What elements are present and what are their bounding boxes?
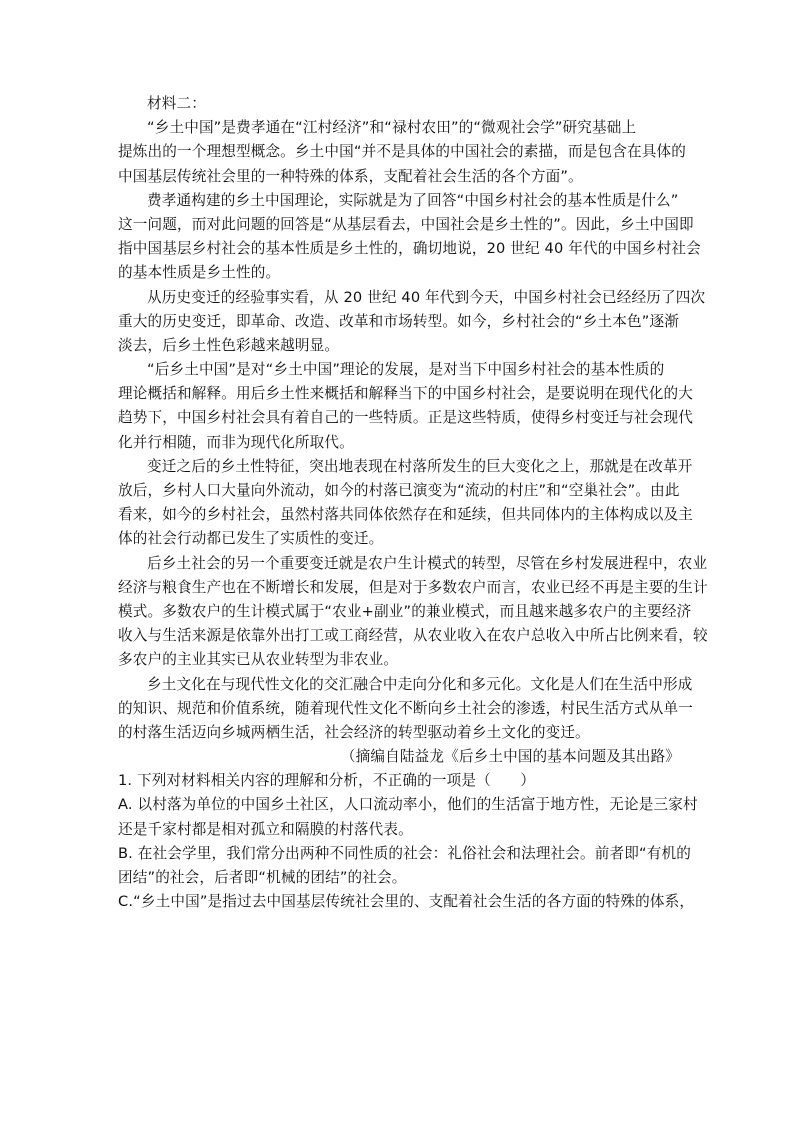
paragraph-line: 提炼出的一个理想型概念。乡土中国“并不是具体的中国社会的素描，而是包含在具体的: [118, 143, 686, 161]
option-c: [118, 890, 695, 914]
paragraph-7: [118, 673, 694, 746]
paragraph-line: 经济与粮食生产也在不断增长和发展，但是对于多数农户而言，农业已经不再是主要的生计: [118, 578, 708, 596]
paragraph-line: 理论概括和解释。用后乡土性来概括和解释当下的中国乡村社会，是要说明在现代化的大: [118, 385, 694, 403]
paragraph-4: [118, 358, 694, 455]
paragraph-5: [118, 455, 694, 552]
option-line: C.“乡土中国”是指过去中国基层传统社会里的、支配着社会生活的各方面的特殊的体系，: [118, 893, 695, 911]
paragraph-line: 的基本性质是乡土性的。: [118, 264, 281, 282]
paragraph-line: 趋势下，中国乡村社会具有着自己的一些特质。正是这些特质，使得乡村变迁与社会现代: [118, 409, 694, 427]
document-page: [118, 92, 708, 914]
paragraph-line: 重大的历史变迁，即革命、改造、改革和市场转型。如今，乡村社会的“乡土本色”逐渐: [118, 312, 679, 330]
paragraph-2: [118, 189, 701, 286]
question-stem: 1. 下列对材料相关内容的理解和分析，不正确的一项是（ ）: [118, 772, 536, 790]
paragraph-line: 变迁之后的乡土性特征，突出地表现在村落所发生的巨大变化之上，那就是在改革开: [147, 457, 693, 475]
option-a: [118, 793, 698, 841]
paragraph-line: 模式。多数农户的生计模式属于“农业+副业”的兼业模式，而且越来越多农户的主要经济: [118, 602, 692, 620]
source-citation: （摘编自陆益龙《后乡土中国的基本问题及其出路》: [340, 748, 680, 766]
paragraph-line: 中国基层传统社会里的一种特殊的体系，支配着社会生活的各个方面”。: [118, 167, 583, 185]
paragraph-line: 费孝通构建的乡土中国理论，实际就是为了回答“中国乡村社会的基本性质是什么”: [147, 191, 679, 209]
paragraph-line: 后乡土社会的另一个重要变迁就是农户生计模式的转型，尽管在乡村发展进程中，农业: [147, 554, 708, 572]
paragraph-line: 从历史变迁的经验事实看，从 20 世纪 40 年代到今天，中国乡村社会已经经历了四次: [147, 288, 706, 306]
paragraph-line: 收入与生活来源是依靠外出打工或工商经营，从农业收入在农户总收入中所占比例来看，较: [118, 627, 708, 645]
paragraph-line: 乡土文化在与现代性文化的交汇融合中走向分化和多元化。文化是人们在生活中形成: [147, 675, 693, 693]
paragraph-3: [118, 286, 706, 359]
paragraph-line: 淡去，后乡土性色彩越来越明显。: [118, 336, 340, 354]
option-line: 还是千家村都是相对孤立和隔膜的村落代表。: [118, 820, 413, 838]
question-1: [118, 769, 698, 914]
paragraph-line: 指中国基层乡村社会的基本性质是乡土性的，确切地说，20 世纪 40 年代的中国乡村社会: [118, 240, 701, 258]
paragraph-1: [118, 116, 686, 189]
paragraph-line: 这一问题，而对此问题的回答是“从基层看去，中国社会是乡土性的”。因此，乡土中国即: [118, 215, 694, 233]
paragraph-line: 体的社会行动都已发生了实质性的变迁。: [118, 530, 384, 548]
paragraph-line: 的村落生活迈向乡城两栖生活，社会经济的转型驱动着乡土文化的变迁。: [118, 723, 590, 741]
option-b: [118, 842, 691, 890]
paragraph-line: 的知识、规范和价值系统，随着现代性文化不断向乡土社会的渗透，村民生活方式从单一: [118, 699, 694, 717]
paragraph-line: 多农户的主业其实已从农业转型为非农业。: [118, 651, 399, 669]
option-line: 团结”的社会，后者即“机械的团结”的社会。: [118, 869, 407, 886]
material-heading: 材料二：: [147, 95, 206, 112]
option-line: A. 以村落为单位的中国乡土社区，人口流动率小，他们的生活富于地方性，无论是三家村: [118, 796, 698, 814]
paragraph-line: “后乡土中国”是对“乡土中国”理论的发展，是对当下中国乡村社会的基本性质的: [147, 361, 665, 379]
option-line: B. 在社会学里，我们常分出两种不同性质的社会：礼俗社会和法理社会。前者即“有机的: [118, 844, 691, 862]
paragraph-line: 看来，如今的乡村社会，虽然村落共同体依然存在和延续，但共同体内的主体构成以及主: [118, 506, 694, 524]
paragraph-line: 放后，乡村人口大量向外流动，如今的村落已演变为“流动的村庄”和“空巢社会”。由此: [118, 482, 680, 499]
paragraph-6: [118, 552, 708, 673]
paragraph-line: 化并行相随，而非为现代化所取代。: [118, 433, 354, 451]
paragraph-line: “乡土中国”是费孝通在“江村经济”和“禄村农田”的“微观社会学”研究基础上: [147, 119, 637, 137]
